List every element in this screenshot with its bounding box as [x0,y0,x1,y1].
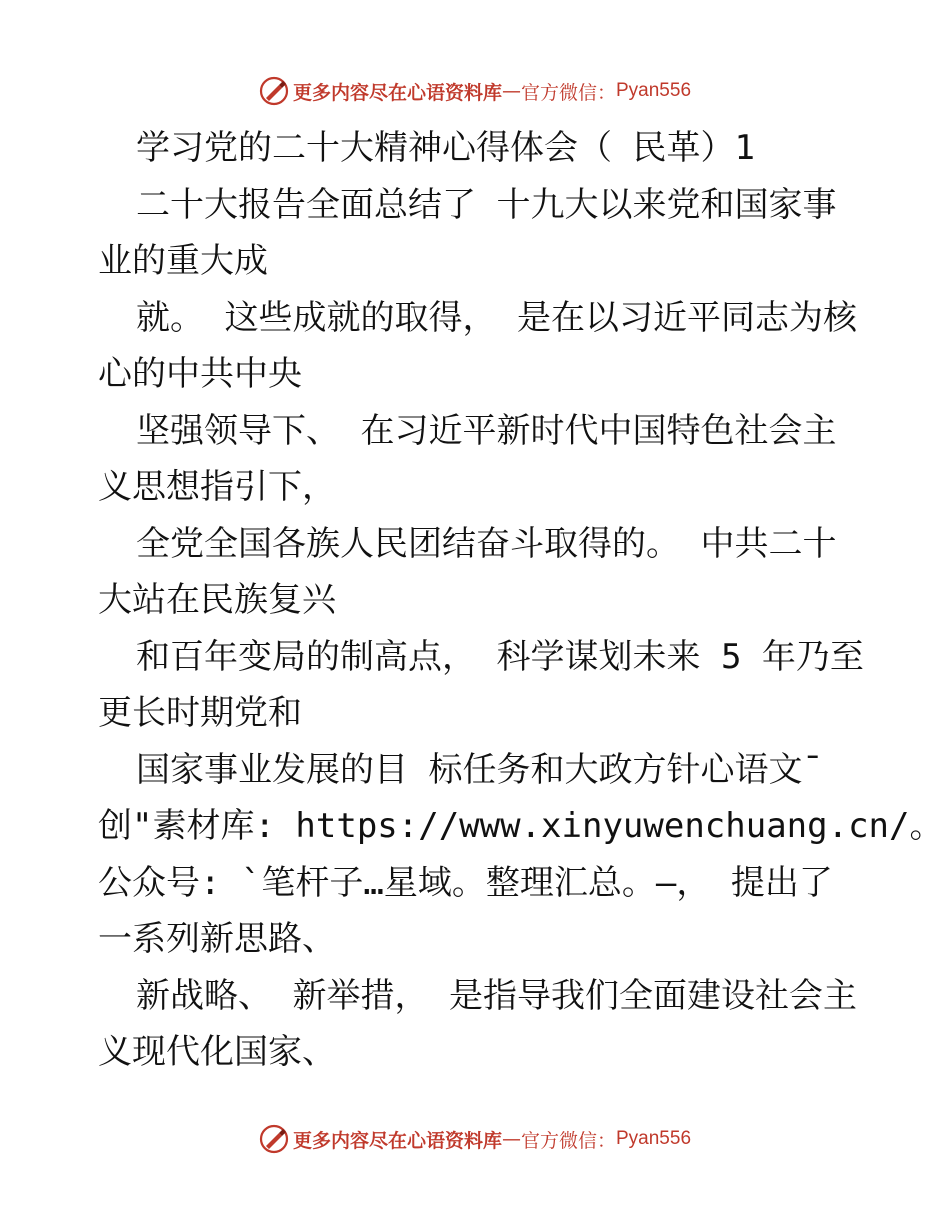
banner-wechat-label: 官方微信： [520,1129,616,1152]
paragraph-line: 公众号: `笔杆子…星域。整理汇总。—， 提出了 [98,862,833,903]
banner-dash: — [501,80,521,102]
paragraph-line: 二十大报告全面总结了 十九大以来党和国家事 [136,184,837,225]
paragraph-line: 义思想指引下， [98,467,336,507]
paragraph-line: 就。 这些成就的取得， 是在以习近平同志为核 [136,297,857,338]
pen-logo-icon [259,76,289,106]
paragraph-line: 义现代化国家、 [98,1032,336,1072]
document-title: 学习党的二十大精神心得体会（ 民革）1 [136,128,755,168]
paragraph-line: 更长时期党和 [98,693,302,733]
paragraph-line: 国家事业发展的目 标任务和大政方针心语文¯ [136,749,823,790]
paragraph-line: 业的重大成 [98,241,268,281]
banner-main-text: 更多内容尽在心语资料库 [292,81,502,104]
banner-wechat-id: Pyan556 [616,1128,692,1149]
pen-logo-icon [259,1124,289,1154]
paragraph-line: 坚强领导下、 在习近平新时代中国特色社会主 [136,410,837,451]
paragraph-line: 全党全国各族人民团结奋斗取得的。 中共二十 [136,523,837,564]
header-banner [0,71,950,111]
footer-banner [0,1119,950,1159]
banner-wechat-label: 官方微信： [520,81,616,104]
document-body [98,120,944,1081]
paragraph-line: 心的中共中央 [98,354,302,394]
banner-wechat-id: Pyan556 [616,80,692,101]
paragraph-line: 大站在民族复兴 [98,580,336,620]
banner-dash: — [501,1128,521,1150]
banner-main-text: 更多内容尽在心语资料库 [292,1129,502,1152]
paragraph-line: 一系列新思路、 [98,919,336,959]
paragraph-line: 新战略、 新举措， 是指导我们全面建设社会主 [136,975,857,1016]
paragraph-line: 和百年变局的制高点， 科学谋划未来 5 年乃至 [136,636,864,677]
paragraph-line: 创"素材库: https://www.xinyuwenchuang.cn/。 [98,806,944,846]
